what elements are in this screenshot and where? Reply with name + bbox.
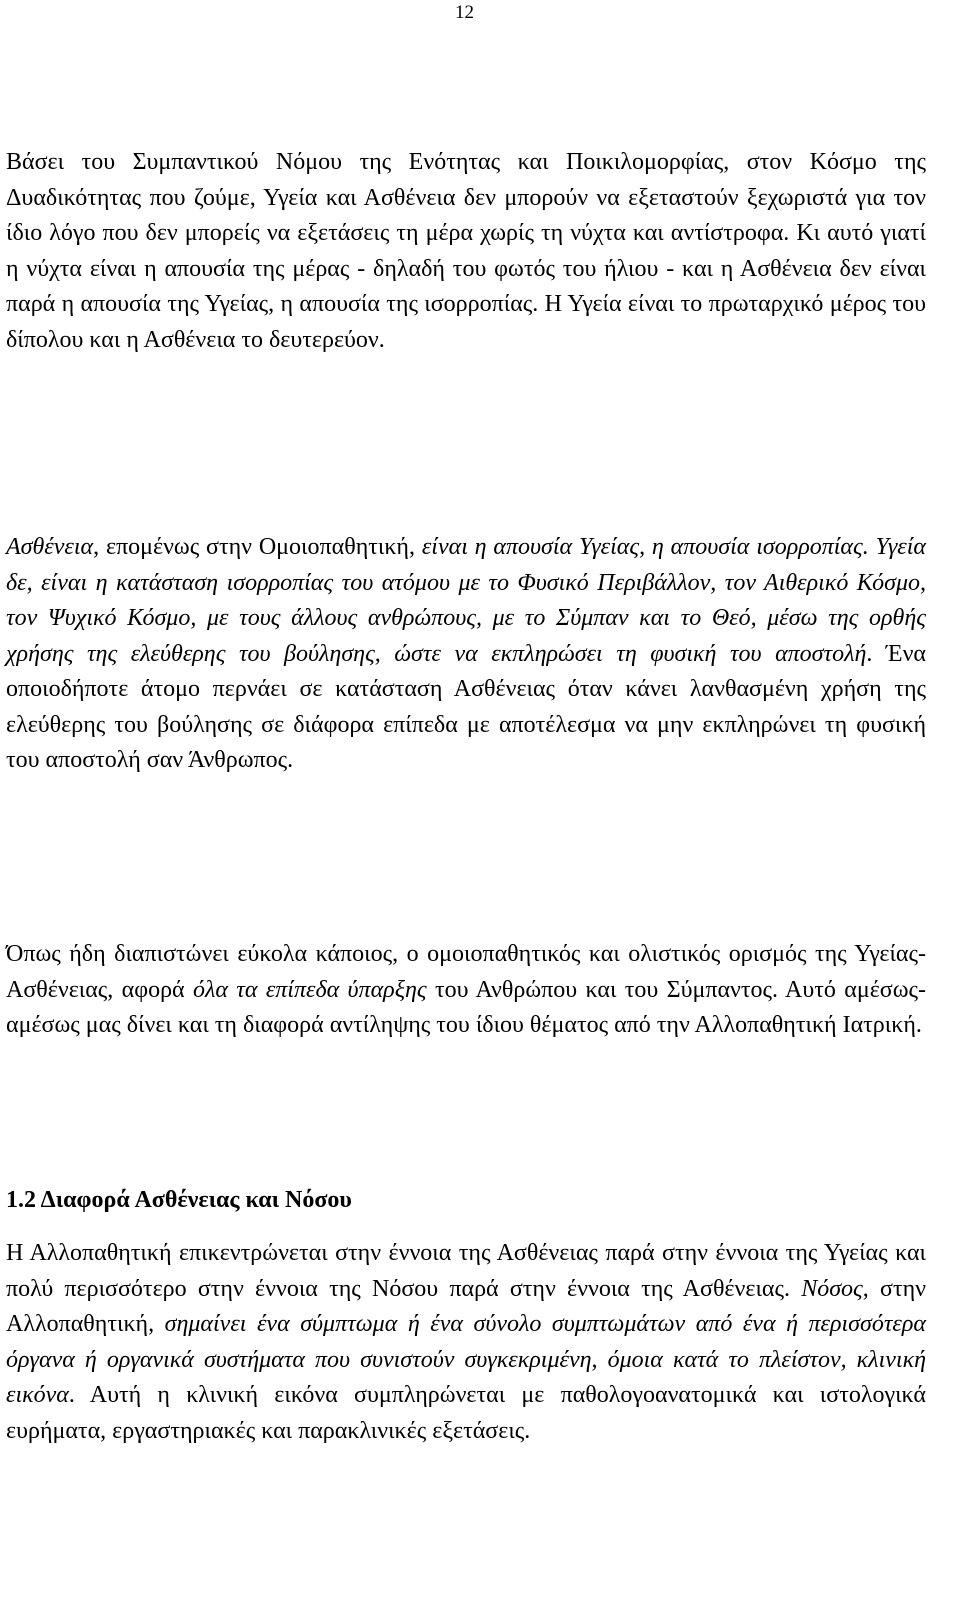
italic-term-disease: Νόσος [801, 1275, 863, 1302]
paragraph-allopathy [6, 1236, 926, 1449]
text-span: , επομένως στην Ομοιοπαθητική, [93, 534, 422, 560]
text-span: , στην Αλλοπαθητική, [6, 1275, 927, 1337]
italic-term-illness: Ασθένεια [6, 534, 94, 560]
paragraph-homeopathy-definition [6, 530, 926, 779]
text-span: . Αυτή η κλινική εικόνα συμπληρώνεται με παθολογοανατομικά και ιστολογικά ευρήματα, εργαστηριακές και παρακλινικές εξετάσεις. [6, 1382, 926, 1444]
text-span: Όπως ήδη διαπιστώνει εύκολα κάποιος, ο ομοιοπαθητικός και ολιστικός ορισμός της Υγείας-Ασθένειας, αφορά [6, 941, 926, 1003]
section-heading: 1.2 Διαφορά Ασθένειας και Νόσου [6, 1187, 352, 1213]
paragraph-duality: Βάσει του Συμπαντικού Νόμου της Ενότητας και Ποικιλομορφίας, στον Κόσμο της Δυαδικότητας που ζούμε, Υγεία και Ασθένεια δεν μπορούν να εξεταστούν ξεχωριστά για τον ίδιο λόγο που δεν μπορείς να εξετάσεις τη μέρα χωρίς τη νύχτα και αντίστροφα. Κι αυτό γιατί η νύχτα είναι η απουσία της μέρας - δηλαδή του φωτός του ήλιου - και η Ασθένεια δεν είναι παρά η απουσία της Υγείας, η απουσία της ισορροπίας. Η Υγεία είναι το πρωταρχικό μέρος του δίπολου και η Ασθένεια το δευτερεύον. [6, 149, 926, 353]
italic-definition: είναι η απουσία Υγείας, η απουσία ισορροπίας. Υγεία δε, είναι η κατάσταση ισορροπίας του ατόμου με το Φυσικό Περιβάλλον, τον Αιθερικό Κόσμο, τον Ψυχικό Κόσμο, με τους άλλους ανθρώπους, με το Σύμπαν και το Θεό, μέσω της ορθής χρήσης της ελεύθερης του βούλησης, ώστε να εκπληρώσει τη φυσική του αποστολή [6, 534, 927, 667]
page-number: 12 [455, 2, 474, 23]
paragraph-holistic-definition [6, 937, 926, 1044]
text-span: Η Αλλοπαθητική επικεντρώνεται στην έννοια της Ασθένειας παρά στην έννοια της Υγείας και πολύ περισσότερο στην έννοια της Νόσου παρά στην έννοια της Ασθένειας. [6, 1240, 926, 1302]
italic-phrase: όλα τα επίπεδα ύπαρξης [192, 976, 427, 1003]
italic-definition: σημαίνει ένα σύμπτωμα ή ένα σύνολο συμπτωμάτων από ένα ή περισσότερα όργανα ή οργανικά συστήματα που συνιστούν συγκεκριμένη, όμοια κατά το πλείστον, κλινική εικόνα [6, 1311, 927, 1408]
text-span: του Ανθρώπου και του Σύμπαντος. Αυτό αμέσως-αμέσως μας δίνει και τη διαφορά αντίληψης του ίδιου θέματος από την Αλλοπαθητική Ιατρική. [6, 976, 926, 1038]
text-span: . Ένα οποιοδήποτε άτομο περνάει σε κατάσταση Ασθένειας όταν κάνει λανθασμένη χρήση της ελεύθερης του βούλησης σε διάφορα επίπεδα με αποτέλεσμα να μην εκπληρώνει τη φυσική του αποστολή σαν Άνθρωπος. [6, 640, 927, 773]
